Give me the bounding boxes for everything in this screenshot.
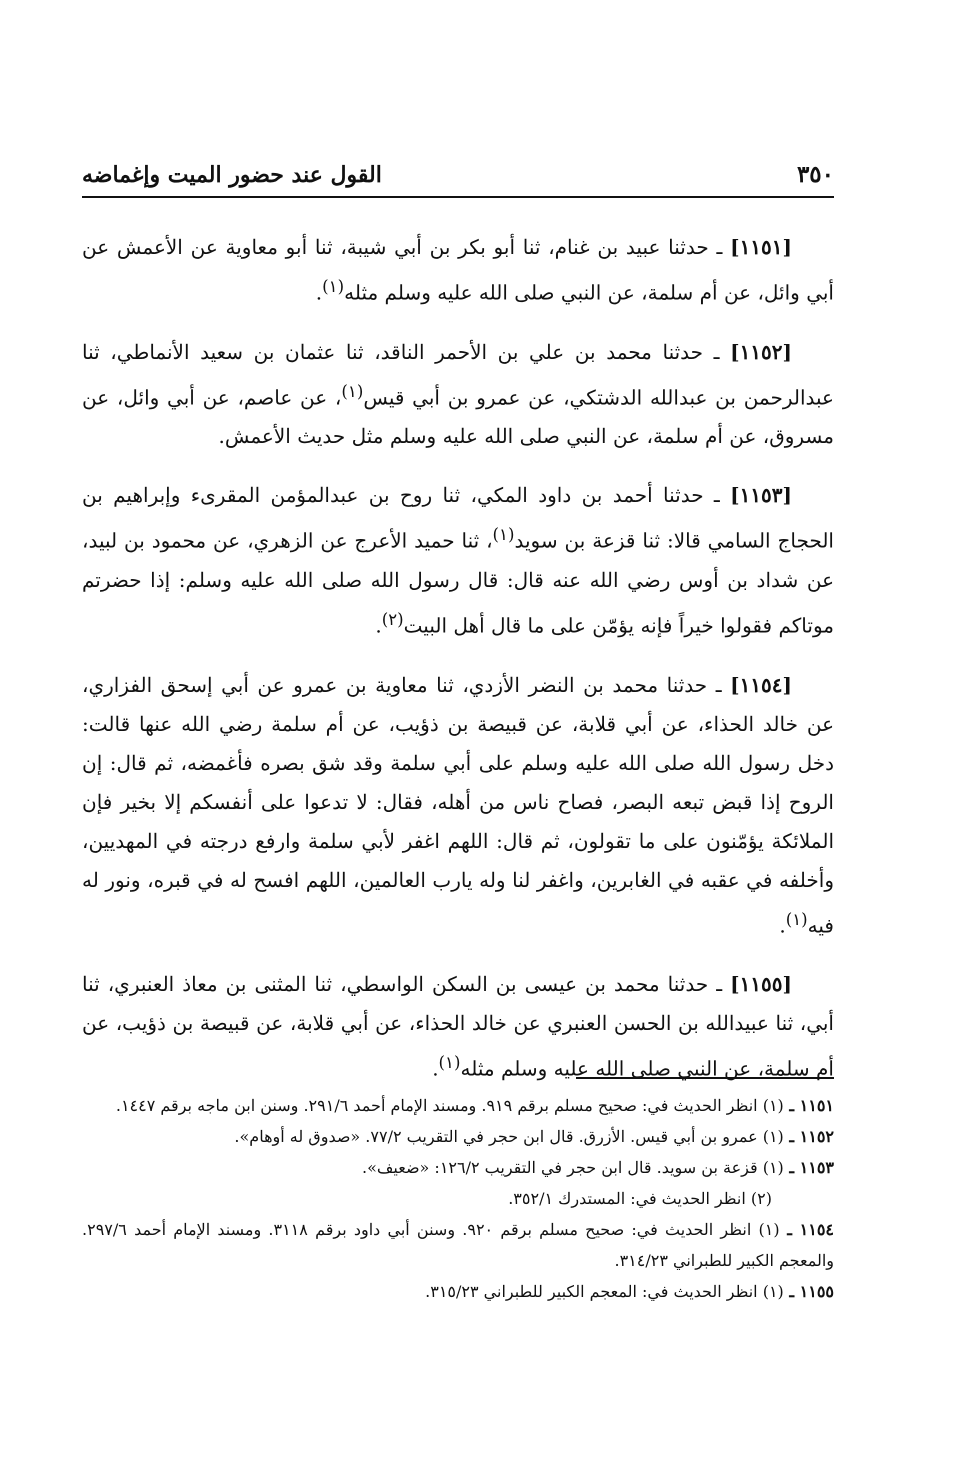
footnote (82, 1276, 834, 1307)
footnote (82, 1121, 834, 1152)
footnote (82, 1214, 834, 1276)
footnote-ref: ١١٥٣ ـ (783, 1158, 834, 1177)
footnote (82, 1152, 834, 1183)
footnote-text: (٢) انظر الحديث في: المستدرك ٣٥٢/١. (508, 1189, 772, 1208)
hadith-text: ـ حدثنا أحمد بن داود المكي، ثنا روح بن عبدالمؤمن المقرىء وإبراهيم بن الحجاج السامي قالا: ثنا قزعة بن سويد (82, 483, 834, 553)
page-number: ٣٥٠ (796, 161, 834, 188)
footnote (82, 1090, 834, 1121)
footnote-marker: (١) (492, 525, 515, 545)
footnote-ref: ١١٥٢ ـ (783, 1127, 834, 1146)
footnote-text: (١) قزعة بن سويد. قال ابن حجر في التقريب ١٢٦/٢: «ضعيف». (361, 1158, 784, 1177)
footnote-text: (١) انظر الحديث في: المعجم الكبير للطبراني ٣١٥/٢٣. (425, 1282, 784, 1301)
hadith-paragraph (82, 476, 834, 645)
hadith-text-end: ، عن عاصم، عن أبي وائل، عن مسروق، عن أم سلمة، عن النبي صلى الله عليه وسلم مثل حديث الأعمش. (82, 385, 834, 449)
footnote-marker: (١) (438, 1053, 461, 1073)
footnote-rule (576, 1077, 834, 1079)
hadith-paragraph (82, 333, 834, 457)
footnote-ref: ١١٥٥ ـ (783, 1282, 834, 1301)
footnotes (82, 1090, 834, 1307)
footnote-marker: (٢) (381, 609, 404, 629)
footnote-marker: (١) (341, 381, 364, 401)
hadith-paragraph (82, 666, 834, 946)
hadith-text-end: . (315, 280, 323, 305)
body-text (82, 228, 834, 1109)
footnote-marker: (١) (322, 277, 345, 296)
hadith-paragraph (82, 965, 834, 1089)
hadith-text-end: . (375, 613, 382, 638)
running-title: القول عند حضور الميت وإغماضه (82, 162, 382, 188)
hadith-number: [١١٥٥] (730, 972, 792, 997)
footnote-text: (١) عمرو بن أبي قيس. الأزرق. قال ابن حجر في التقريب ٧٧/٢. «صدوق له أوهام». (234, 1127, 784, 1146)
footnote-text: (١) انظر الحديث في: صحيح مسلم برقم ٩٢٠. وسنن أبي داود برقم ٣١١٨. ومسند الإمام أحمد ٢٩٧/٦. والمعجم الكبير للطبراني ٣١٤/٢٣. (82, 1220, 834, 1270)
footnote (82, 1183, 834, 1214)
footnote-ref: ١١٥١ ـ (783, 1096, 834, 1115)
hadith-text: ـ حدثنا عبيد بن غنام، ثنا أبو بكر بن أبي شيبة، ثنا أبو معاوية عن الأعمش عن أبي وائل، عن أم سلمة، عن النبي صلى الله عليه وسلم مثله (82, 235, 834, 305)
hadith-number: [١١٥٣] (730, 483, 792, 508)
page-header (82, 158, 834, 192)
footnote-text: (١) انظر الحديث في: صحيح مسلم برقم ٩١٩. ومسند الإمام أحمد ٢٩١/٦. وسنن ابن ماجه برقم ١٤٤٧. (115, 1096, 784, 1115)
hadith-number: [١١٥١] (730, 235, 792, 259)
footnote-ref: ١١٥٤ ـ (779, 1220, 835, 1239)
hadith-text: ـ حدثنا محمد بن النضر الأزدي، ثنا معاوية بن عمرو عن أبي إسحق الفزاري، عن خالد الحذاء، عن أبي قلابة، عن قبيصة بن ذؤيب، عن أم سلمة رضي الله عنها قالت: دخل رسول الله صلى الله عليه وسلم على أبي سلمة وقد شق بصره فأغمضه، ثم قال: إن الروح إذا قبض تبعه البصر، فصاح ناس من أهله، فقال: لا تدعوا على أنفسكم إلا بخير فإن الملائكة يؤمّنون على ما تقولون، ثم قال: اللهم اغفر لأبي سلمة وارفع درجته في المهديين، وأخلفه في عقبه في الغابرين، واغفر لنا وله يارب العالمين، اللهم افسح له في قبره، ونور له فيه (82, 672, 834, 938)
header-rule (82, 196, 834, 198)
hadith-paragraph (82, 228, 834, 313)
hadith-number: [١١٥٢] (730, 339, 792, 364)
footnote-marker: (١) (785, 909, 808, 929)
hadith-text: ـ حدثنا محمد بن عيسى بن السكن الواسطي، ثنا المثنى بن معاذ العنبري، ثنا أبي، ثنا عبيدالله بن الحسن العنبري عن خالد الحذاء، عن أبي قلابة، عن قبيصة بن ذؤيب، عن أم سلمة، عن النبي صلى الله عليه وسلم مثله (82, 972, 834, 1081)
hadith-number: [١١٥٤] (730, 672, 792, 697)
hadith-text-end: . (432, 1056, 439, 1081)
hadith-text: ـ حدثنا محمد بن علي بن الأحمر الناقد، ثنا عثمان بن سعيد الأنماطي، ثنا عبدالرحمن بن عبدالله الدشتكي، عن عمرو بن أبي قيس (82, 339, 834, 410)
hadith-text-end: . (779, 913, 786, 938)
hadith-text-middle: ، ثنا حميد الأعرج عن الزهري، عن محمود بن لبيد، عن شداد بن أوس رضي الله عنه قال: قال رسول الله صلى الله عليه وسلم: إذا حضرتم موتاكم فقولوا خيراً فإنه يؤمّن على ما قال أهل البيت (82, 528, 834, 638)
